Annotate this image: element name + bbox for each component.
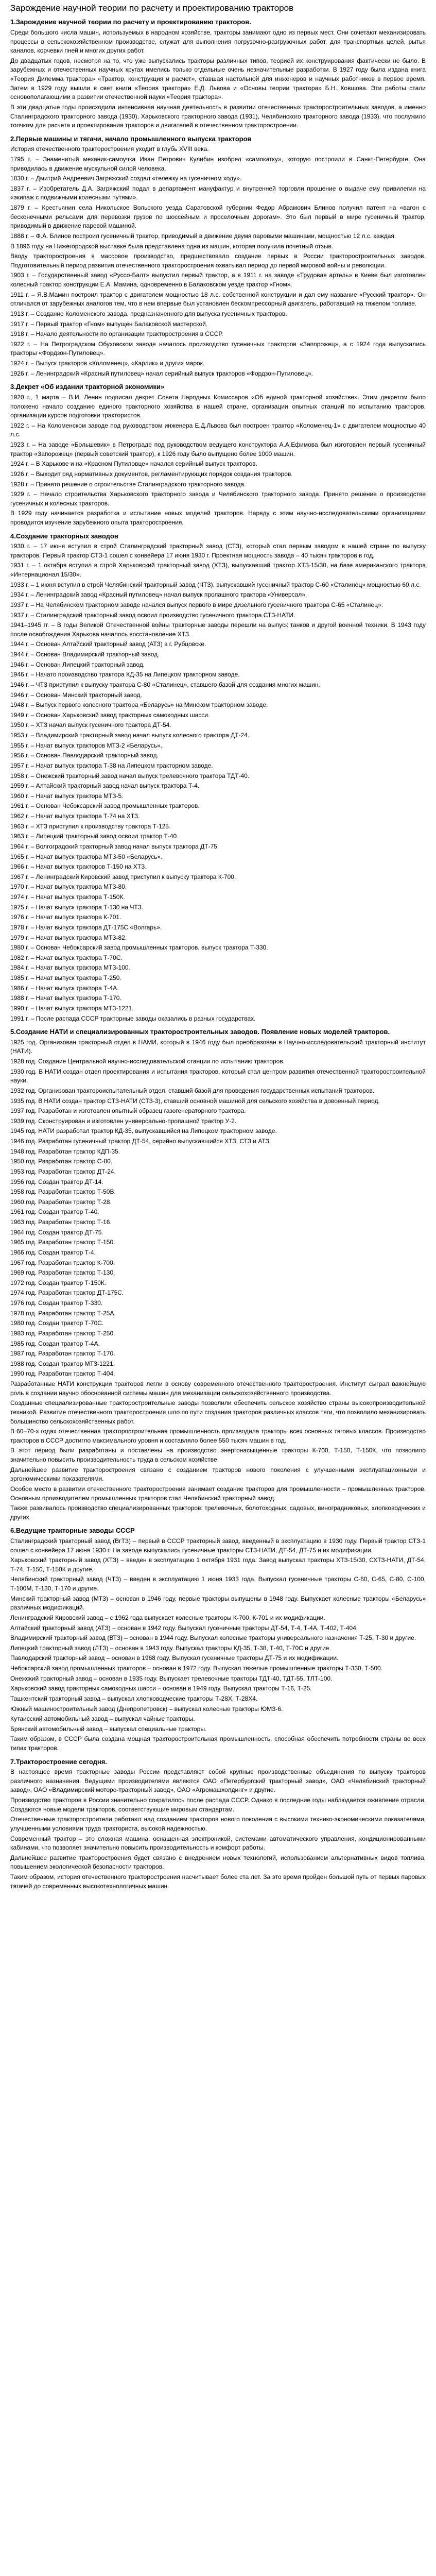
paragraph: В 60–70-х годах отечественная тракторостроительная промышленность производила тракторы всех основных тяговых классов. Производство тракторов в СССР достигло максимального уровня и составляло более 550 тысяч машин в год. xyxy=(10,1428,426,1444)
section-heading: 6.Ведущие тракторные заводы СССР xyxy=(10,1527,135,1535)
paragraph: 1926 г. – Ленинградский «Красный путиловец» начал серийный выпуск тракторов «Фордзон-Путиловец». xyxy=(10,369,313,377)
paragraph: 1953 г. – Владимирский тракторный завод начал выпуск колесного трактора ДТ-24. xyxy=(10,732,250,739)
paragraph: Таким образом, история отечественного тракторостроения насчитывает более ста лет. За это время пройден большой путь от первых паровых тягачей до современных высокотехнологичных машин. xyxy=(10,1873,426,1890)
paragraph: Созданные специализированные тракторостроительные заводы позволили обеспечить сельское хозяйство страны высокопроизводительной техникой. Развитие отечественного тракторостроения шло по пути создания тракторов различных классов тяги, что позволило механизировать большинство сельскохозяйственных работ. xyxy=(10,1399,426,1425)
document-section xyxy=(10,382,426,527)
paragraph: 1985 г. – Начат выпуск трактора Т-250. xyxy=(10,974,121,982)
paragraph: 1917 г. – Первый трактор «Гном» выпущен Балаковской мастерской. xyxy=(10,320,208,328)
paragraph: 1922 г. – На Коломенском заводе под руководством инженера Е.Д.Львова был построен трактор «Коломенец-1» с двигателем мощностью 40 л.с. xyxy=(10,421,426,438)
paragraph: 1978 год. Разработан трактор Т-25А. xyxy=(10,1309,116,1317)
paragraph: 1946 г. – ЧТЗ приступил к выпуску трактора С-80 «Сталинец», ставшего базой для создания многих машин. xyxy=(10,681,320,688)
paragraph: В настоящее время тракторные заводы России представляют собой крупные производственные объединения по выпуску тракторов различного назначения. Ведущими производителями являются ОАО «Петербургский тракторный завод», ОАО «Челябинский тракторный завод», ОАО «Владимирский моторо-тракторный завод», ОАО «Агромашхолдинг» и другие. xyxy=(10,1768,426,1794)
paragraph: В 1896 году на Нижегородской выставке была представлена одна из машин, которая получила почетный отзыв. xyxy=(10,242,334,250)
paragraph: 1961 г. – Основан Чебоксарский завод промышленных тракторов. xyxy=(10,802,200,810)
paragraph: 1980 год. Создан трактор Т-70С. xyxy=(10,1319,104,1327)
paragraph: Особое место в развитии отечественного тракторостроения занимает создание тракторов для промышленности – промышленных тракторов. Основным производителем промышленных тракторов стал Челябинский тракторный завод. xyxy=(10,1485,426,1502)
paragraph: 1937 г. – Сталинградский тракторный завод освоил производство гусеничного трактора СТЗ-НАТИ. xyxy=(10,611,295,619)
paragraph: 1980 г. – Основан Чебоксарский завод промышленных тракторов, выпуск трактора Т-330. xyxy=(10,944,268,952)
paragraph: Производство тракторов в России значительно сократилось после распада СССР. Однако в последние годы наблюдается оживление отрасли. Создаются новые модели тракторов, соответствующие мировым стандартам. xyxy=(10,1797,426,1813)
paragraph: 1930 г. – 17 июня вступил в строй Сталинградский тракторный завод (СТЗ), который стал первым заводом в нашей стране по выпуску тракторов. Первый трактор СТЗ-1 сошел с конвейера 17 июня 1930 г. Проектная мощность завода – 40 тысяч тракторов в год. xyxy=(10,543,426,559)
paragraph: 1956 г. – Основан Павлодарский тракторный завод. xyxy=(10,752,159,759)
paragraph: 1913 г. – Создание Коломенского завода, предназначенного для выпуска гусеничных тракторов. xyxy=(10,310,287,317)
paragraph: Владимирский тракторный завод (ВТЗ) – основан в 1944 году. Выпускал колесные тракторы универсального назначения Т-25, Т-30 и другие. xyxy=(10,1634,416,1642)
paragraph: 1941–1945 гг. – В годы Великой Отечественной войны тракторные заводы перешли на выпуск танков и другой военной техники. В 1943 году после освобождения Харькова началось восстановление ХТЗ. xyxy=(10,621,426,638)
paragraph: Современный трактор – это сложная машина, оснащенная электроникой, системами автоматического управления, кондиционированными кабинами, что позволяет значительно повысить производительность и комфорт работы. xyxy=(10,1835,426,1852)
paragraph: 1978 г. – Начат выпуск трактора ДТ-175С «Волгарь». xyxy=(10,923,162,931)
paragraph: 1925 год. Организован тракторный отдел в НАМИ, который в 1946 году был преобразован в Научно-исследовательский тракторный институт (НАТИ). xyxy=(10,1038,426,1055)
paragraph: 1961 год. Создан трактор Т-40. xyxy=(10,1208,99,1216)
paragraph: До двадцатых годов, несмотря на то, что уже выпускались тракторы различных типов, теорией их конструирования фактически не было. В зарубежных и отечественных научных кругах имелись только отдельные очень незначительные разработки. В 1927 году была издана книга «Теория Дилемма трактора» «Трактор, конструкция и расчет», ставшая настольной для инженеров и научных работников в первое время. Затем в 1929 году вышли в свет книги «Теория трактора» Е.Д. Львова и «Основы теории трактора» Б.Н. Ковшова. Эти работы стали основополагающими в развитии отечественной науки «Теория трактора». xyxy=(10,57,426,101)
paragraph: 1962 г. – Начат выпуск трактора Т-74 на ХТЗ. xyxy=(10,812,140,820)
paragraph: 1976 год. Создан трактор Т-330. xyxy=(10,1299,103,1307)
paragraph: 1945 год. НАТИ разработал трактор КД-35, выпускавшийся на Липецком тракторном заводе. xyxy=(10,1127,277,1135)
document-section xyxy=(10,532,426,1024)
paragraph: 1920 г., 1 марта – В.И. Ленин подписал декрет Совета Народных Комиссаров «Об единой тракторной хозяйстве». Этим декретом было положено начало созданию единого тракторного хозяйства в нашей стране, организации опытных станций по испытанию тракторов, организации курсов подготовки трактористов. xyxy=(10,393,426,419)
paragraph: В этот период были разработаны и поставлены на производство энергонасыщенные тракторы К-700, Т-150, Т-150К, что позволило значительно повысить производительность труда в сельском хозяйстве. xyxy=(10,1447,426,1463)
paragraph: Харьковский тракторный завод (ХТЗ) – введен в эксплуатацию 1 октября 1931 года. Завод выпускал тракторы ХТЗ-15/30, СХТЗ-НАТИ, ДТ-54, Т-74, Т-150, Т-150К и другие. xyxy=(10,1556,426,1573)
paragraph: 1924 г. – В Харькове и на «Красном Путиловце» начался серийный выпуск тракторов. xyxy=(10,460,257,468)
paragraph: Онежский тракторный завод – основан в 1935 году. Выпускает трелевочные тракторы ТДТ-40, ТДТ-55, ТЛТ-100. xyxy=(10,1674,333,1682)
paragraph: Липецкий тракторный завод (ЛТЗ) – основан в 1943 году. Выпускал тракторы КД-35, Т-38, Т-40, Т-70С и другие. xyxy=(10,1644,331,1652)
paragraph: 1950 год. Разработан трактор С-80. xyxy=(10,1158,113,1165)
paragraph: 1888 г. – Ф.А. Блинов построил гусеничный трактор, приводимый в движение двумя паровыми машинами, мощностью 12 л.с. каждая. xyxy=(10,232,396,240)
paragraph: 1988 г. – Начат выпуск трактора Т-170. xyxy=(10,994,121,1002)
paragraph: 1946 г. – Основан Минский тракторный завод. xyxy=(10,691,142,699)
paragraph: 1983 год. Разработан трактор Т-250. xyxy=(10,1329,115,1337)
paragraph: 1924 г. – Выпуск тракторов «Коломенец», «Карлик» и других марок. xyxy=(10,360,205,367)
section-heading: 7.Тракторостроение сегодня. xyxy=(10,1757,107,1766)
paragraph: Ташкентский тракторный завод – выпускал хлопководческие тракторы Т-28Х, Т-28Х4. xyxy=(10,1694,258,1702)
paragraph: 1937 год. Разработан и изготовлен опытный образец газогенераторного трактора. xyxy=(10,1107,246,1115)
paragraph: 1982 г. – Начат выпуск трактора Т-70С. xyxy=(10,954,123,961)
section-heading: 3.Декрет «Об издании тракторной экономики» xyxy=(10,383,165,391)
paragraph: 1970 г. – Начат выпуск трактора МТЗ-80. xyxy=(10,883,127,891)
paragraph: 1969 год. Разработан трактор Т-130. xyxy=(10,1269,115,1277)
paragraph: 1967 год. Разработан трактор К-700. xyxy=(10,1259,115,1266)
paragraph: 1974 год. Разработан трактор ДТ-175С. xyxy=(10,1289,124,1297)
paragraph: Вводу тракторостроения в массовое производство, предшествовало создание первых в России тракторостроительных заводов. Подготовительный период развития отечественного тракторостроения охватывал период до первой мировой войны и революции. xyxy=(10,252,426,269)
document-body xyxy=(10,18,426,1891)
paragraph: 1964 год. Создан трактор ДТ-75. xyxy=(10,1228,103,1236)
paragraph: 1949 г. – Основан Харьковский завод тракторных самоходных шасси. xyxy=(10,711,210,719)
paragraph: 1965 г. – Начат выпуск трактора МТЗ-50 «Беларусь». xyxy=(10,853,163,860)
section-heading: 2.Первые машины и тягачи, начало промышленного выпуска тракторов xyxy=(10,134,252,143)
paragraph: 1956 год. Создан трактор ДТ-14. xyxy=(10,1178,103,1185)
paragraph: 1928 г. – Принято решение о строительстве Сталинградского тракторного завода. xyxy=(10,480,246,488)
paragraph: 1963 г. – Липецкий тракторный завод освоил трактор Т-40. xyxy=(10,833,179,840)
paragraph: Среди большого числа машин, используемых в народном хозяйстве, тракторы занимают одно из первых мест. Они сочетают механизировать процессы в сельскохозяйственном производстве, служат для выполнения погрузочно-разгрузочных работ, для транспортных целей, рытья каналов, корчевки пней и многих других работ. xyxy=(10,28,426,55)
page-title: Зарождение научной теории по расчету и проектированию тракторов xyxy=(10,3,294,13)
paragraph: 1933 г. – 1 июня вступил в строй Челябинский тракторный завод (ЧТЗ), выпускавший гусеничный трактор С-60 «Сталинец» мощностью 60 л.с. xyxy=(10,581,421,588)
paragraph: Дальнейшее развитие тракторостроения будет связано с внедрением новых технологий, использованием альтернативных видов топлива, повышением экологической безопасности тракторов. xyxy=(10,1854,426,1871)
document xyxy=(5,0,431,1896)
paragraph: Дальнейшее развитие тракторостроения связано с созданием тракторов нового поколения с улучшенными эксплуатационными и эргономическими показателями. xyxy=(10,1466,426,1483)
paragraph: Кутаисский автомобильный завод – выпускал чайные тракторы. xyxy=(10,1715,195,1723)
paragraph: Разработанные НАТИ конструкции тракторов легли в основу современного отечественного тракторостроения. Институт сыграл важнейшую роль в создании научно обоснованной системы машин для механизации сельскохозяйственного производства. xyxy=(10,1380,426,1397)
paragraph: 1990 год. Разработан трактор Т-404. xyxy=(10,1370,115,1378)
paragraph: 1976 г. – Начат выпуск трактора К-701. xyxy=(10,913,121,921)
paragraph: В 1929 году начинается разработка и испытание новых моделей тракторов. Наряду с этим научно-исследовательскими организациями проводится изучение зарубежного опыта тракторостроения. xyxy=(10,510,426,527)
paragraph: 1967 г. – Ленинградский Кировский завод приступил к выпуску трактора К-700. xyxy=(10,873,236,880)
section-heading: 4.Создание тракторных заводов xyxy=(10,532,118,540)
paragraph: 1939 год. Сконструирован и изготовлен универсально-пропашной трактор У-2. xyxy=(10,1117,237,1125)
document-section xyxy=(10,18,426,130)
paragraph: 1963 г. – ХТЗ приступил к производству трактора Т-125. xyxy=(10,822,171,830)
paragraph: 1948 г. – Выпуск первого колесного трактора «Беларусь» на Минском тракторном заводе. xyxy=(10,701,268,709)
paragraph: Брянский автомобильный завод – выпускал специальные тракторы. xyxy=(10,1725,207,1733)
paragraph: 1955 г. – Начат выпуск тракторов МТЗ-2 «Беларусь». xyxy=(10,741,163,749)
paragraph: Отечественные тракторостроители работают над созданием тракторов нового поколения с высокими технико-экономическими показателями, улучшенными условиями труда тракториста, высокой надежностью. xyxy=(10,1816,426,1832)
paragraph: 1966 г. – Начат выпуск тракторов Т-150 на ХТЗ. xyxy=(10,863,147,871)
paragraph: 1984 г. – Начат выпуск трактора МТЗ-100. xyxy=(10,964,130,972)
paragraph: 1830 г. – Дмитрий Андреевич Загряжский создал «тележку на гусеничном ходу». xyxy=(10,175,242,182)
paragraph: 1922 г. – На Петроградском Обуховском заводе началось производство гусеничных тракторов «Запорожец», а с 1924 года выпускались тракторы «Фордзон-Путиловец». xyxy=(10,340,426,357)
paragraph: 1928 год. Создание Центральной научно-исследовательской станции по испытанию тракторов. xyxy=(10,1058,285,1065)
paragraph: 1918 г. – Начало деятельности по организации тракторостроения в СССР. xyxy=(10,330,223,338)
paragraph: 1929 г. – Начало строительства Харьковского тракторного завода и Челябинского тракторного завода. Принято решение о производстве гусеничных и колесных тракторов. xyxy=(10,490,426,507)
paragraph: 1931 г. – 1 октября вступил в строй Харьковский тракторный завод (ХТЗ), выпускавший трактор ХТЗ-15/30, на базе американского трактора «Интернационал 15/30». xyxy=(10,562,426,579)
paragraph: Павлодарский тракторный завод – основан в 1968 году. Выпускал гусеничные тракторы ДТ-75 и их модификации. xyxy=(10,1654,339,1662)
paragraph: 1837 г. – Изобретатель Д.А. Загряжский подал в департамент мануфактур и внутренней торговли прошение о выдаче ему привилегии на «экипаж с подвижными колесными путями». xyxy=(10,184,426,201)
paragraph: 1953 год. Разработан трактор ДТ-24. xyxy=(10,1167,116,1175)
paragraph: Минский тракторный завод (МТЗ) – основан в 1946 году, первые тракторы выпущены в 1948 году. Выпускает колесные тракторы «Беларусь» различных модификаций. xyxy=(10,1595,426,1612)
paragraph: 1937 г. – На Челябинском тракторном заводе начался выпуск первого в мире дизельного гусеничного трактора С-65 «Сталинец». xyxy=(10,601,383,608)
paragraph: 1960 г. – Начат выпуск трактора МТЗ-5. xyxy=(10,792,124,800)
paragraph: 1963 год. Разработан трактор Т-16. xyxy=(10,1218,112,1226)
section-heading: 1.Зарождение научной теории по расчету и проектированию тракторов. xyxy=(10,18,251,26)
paragraph: 1987 год. Разработан трактор Т-170. xyxy=(10,1350,115,1358)
paragraph: 1972 год. Создан трактор Т-150К. xyxy=(10,1279,107,1286)
paragraph: Сталинградский тракторный завод (ВгТЗ) – первый в СССР тракторный завод, введенный в эксплуатацию в 1930 году. Первый трактор СТЗ-1 сошел с конвейера 17 июня 1930 г. На заводе выпускались гусеничные тракторы СТЗ-НАТИ, ДТ-54, ДТ-75 и их модификации. xyxy=(10,1537,426,1554)
paragraph: 1979 г. – Начат выпуск трактора МТЗ-82. xyxy=(10,934,127,941)
paragraph: 1944 г. – Основан Владимирский тракторный завод. xyxy=(10,651,160,658)
paragraph: 1975 г. – Начат выпуск трактора Т-130 на ЧТЗ. xyxy=(10,903,144,911)
paragraph: Алтайский тракторный завод (АТЗ) – основан в 1942 году. Выпускал гусеничные тракторы ДТ-54, Т-4, Т-4А, Т-402, Т-404. xyxy=(10,1624,358,1632)
paragraph: Ленинградский Кировский завод – с 1962 года выпускает колесные тракторы К-700, К-701 и их модификации. xyxy=(10,1614,325,1621)
paragraph: 1946 г. – Начато производство трактора КД-35 на Липецком тракторном заводе. xyxy=(10,671,240,679)
paragraph: 1990 г. – Начат выпуск трактора МТЗ-1221. xyxy=(10,1004,134,1012)
paragraph: 1879 г. – Крестьянин села Никольское Вольского уезда Саратовской губернии Федор Абрамович Блинов получил патент на «вагон с бесконечными рельсами для перевозки грузов по шоссейным и проселочным дорогам». Это был первый в мире гусеничный трактор, приводимый в движение паровой машиной. xyxy=(10,204,426,230)
paragraph: В эти двадцатые годы происходила интенсивная научная деятельность в развитии отечественных тракторостроительных заводов, а именно Сталинградского тракторного завода (1930), Харьковского тракторного завода (1931), Челябинского тракторного завода (1933), что послужило толчком для расчета и проектирования тракторов и двигателей в отечественном тракторостроении. xyxy=(10,103,426,129)
paragraph: 1923 г. – На заводе «Большевик» в Петрограде под руководством ведущего конструктора А.А.Ефимова был изготовлен первый гусеничный трактор «Запорожец» (первый советский трактор), к 1926 году было выпущено более 1000 машин. xyxy=(10,441,426,457)
paragraph: 1948 год. Разработан трактор КДП-35. xyxy=(10,1147,120,1155)
paragraph: Таким образом, в СССР была создана мощная тракторостроительная промышленность, способная обеспечить потребности страны во всех типах тракторов. xyxy=(10,1735,426,1752)
paragraph: 1932 год. Организован трактороиспытательный отдел, ставший базой для проведения государственных испытаний тракторов. xyxy=(10,1087,375,1094)
paragraph: 1930 год. В НАТИ создан отдел проектирования и испытания тракторов, который стал центром развития отечественной тракторостроительной науки. xyxy=(10,1067,426,1084)
paragraph: 1934 г. – Ленинградский завод «Красный путиловец» начал выпуск пропашного трактора «Универсал». xyxy=(10,591,307,599)
paragraph: 1985 год. Создан трактор Т-4А. xyxy=(10,1340,100,1347)
paragraph: 1950 г. – ХТЗ начал выпуск гусеничного трактора ДТ-54. xyxy=(10,721,171,729)
paragraph: Челябинский тракторный завод (ЧТЗ) – введен в эксплуатацию 1 июня 1933 года. Выпускал гусеничные тракторы С-60, С-65, С-80, С-100, Т-100М, Т-130, Т-170 и другие. xyxy=(10,1575,426,1592)
paragraph: 1966 год. Создан трактор Т-4. xyxy=(10,1248,96,1256)
paragraph: 1959 г. – Алтайский тракторный завод начал выпуск трактора Т-4. xyxy=(10,782,200,790)
paragraph: Харьковский завод тракторных самоходных шасси – основан в 1949 году. Выпускал тракторы Т-16, Т-25. xyxy=(10,1685,312,1692)
document-section xyxy=(10,1027,426,1522)
paragraph: 1957 г. – Начат выпуск трактора Т-38 на Липецком тракторном заводе. xyxy=(10,761,213,769)
paragraph: Южный машиностроительный завод (Днепропетровск) – выпускал колесные тракторы ЮМЗ-6. xyxy=(10,1705,283,1713)
paragraph: 1991 г. – После распада СССР тракторные заводы оказались в разных государствах. xyxy=(10,1014,256,1022)
paragraph: Чебоксарский завод промышленных тракторов – основан в 1972 году. Выпускал тяжелые промышленные тракторы Т-330, Т-500. xyxy=(10,1665,383,1672)
paragraph: 1926 г. – Выходит ряд нормативных документов, регламентирующих порядок создания тракторов. xyxy=(10,470,293,478)
paragraph: 1960 год. Разработан трактор Т-28. xyxy=(10,1198,112,1206)
document-section xyxy=(10,1757,426,1891)
paragraph: 1935 год. В НАТИ создан трактор СТЗ-НАТИ (СТЗ-3), ставший основной машиной для сельского хозяйства в довоенный период. xyxy=(10,1097,380,1105)
paragraph: 1795 г. – Знаменитый механик-самоучка Иван Петрович Кулибин изобрел «самокатку», которую построили в Санкт-Петербурге. Она приводилась в движение мускульной силой человека. xyxy=(10,155,426,172)
section-heading: 5.Создание НАТИ и специализированных тракторостроительных заводов. Появление новых моделей тракторов. xyxy=(10,1028,390,1036)
paragraph: 1988 год. Создан трактор МТЗ-1221. xyxy=(10,1360,115,1367)
paragraph: 1911 г. – Я.В.Мамин построил трактор с двигателем мощностью 18 л.с. собственной конструкции и дал ему название «Русский трактор». Он отличался от зарубежных аналогов тем, что в нем впервые был установлен бескомпрессорный двигатель, работавший на тяжелом топливе. xyxy=(10,291,426,308)
document-section xyxy=(10,134,426,379)
paragraph: 1974 г. – Начат выпуск трактора Т-150К. xyxy=(10,893,125,901)
paragraph: 1986 г. – Начат выпуск трактора Т-4А. xyxy=(10,984,119,992)
paragraph: 1965 год. Разработан трактор Т-150. xyxy=(10,1239,115,1246)
paragraph: История отечественного тракторостроения уходит в глубь XVIII века. xyxy=(10,145,209,153)
paragraph: 1958 год. Разработан трактор Т-50В. xyxy=(10,1188,116,1196)
paragraph: 1946 год. Разработан гусеничный трактор ДТ-54, серийно выпускавшийся ХТЗ, СТЗ и АТЗ. xyxy=(10,1138,271,1145)
paragraph: 1944 г. – Основан Алтайский тракторный завод (АТЗ) в г. Рубцовске. xyxy=(10,640,206,648)
document-section xyxy=(10,1526,426,1753)
paragraph: 1903 г. – Государственный завод «Руссо-Балт» выпустил первый трактор, а в 1911 г. на заводе «Трудовая артель» в Киеве был изготовлен колесный трактор конструкции Е.А. Мамина, одновременно в Балаковском уезде трактор «Гном». xyxy=(10,272,426,289)
paragraph: 1958 г. – Онежский тракторный завод начал выпуск трелевочного трактора ТДТ-40. xyxy=(10,772,250,779)
paragraph: 1964 г. – Волгоградский тракторный завод начал выпуск трактора ДТ-75. xyxy=(10,842,219,850)
paragraph: 1946 г. – Основан Липецкий тракторный завод. xyxy=(10,660,145,668)
paragraph: Также развивалось производство специализированных тракторов: трелевочных, болотоходных, садовых, виноградниковых, хлопководческих и других. xyxy=(10,1504,426,1521)
